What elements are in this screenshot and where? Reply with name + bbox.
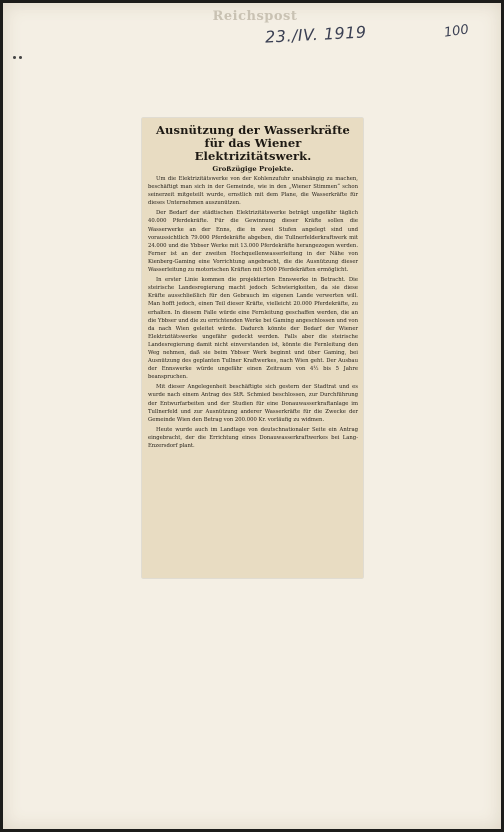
punch-hole	[13, 56, 16, 59]
handwritten-number: 100	[443, 22, 470, 41]
newspaper-clipping	[142, 118, 363, 578]
article-subheading: Großzügige Projekte.	[212, 165, 294, 173]
newspaper-stamp: Reichspost	[212, 9, 298, 24]
article-headline: Ausnützung der Wasserkräfte für das Wiener Elektrizitätswerk.	[156, 123, 350, 163]
article-paragraph: In erster Linie kommen die projektierten Ennswerke in Betracht. Die steirische Landesregierung macht jedoch Schwierigkeiten, da sie diese Kräfte ausschließlich für den Gebrauch im eigenen Lande verwerten will. Man hofft jedoch, einen Teil dieser Kräfte, vielleicht 20.000 Pferdekräfte, zu erhalten. In diesem Falle würde eine Fernleitung geschaffen werden, die an die Ybbser und die zu errichtenden Werke bei Gaming angeschlossen und von da nach Wien geleitet würde. Dadurch könnte der Bedarf der Wiener Elektrizitätswerke ungefähr gedeckt werden. Falls aber die steirische Landesregierung damit nicht einverstanden ist, könnte die Fernleitung den Weg nehmen, daß sie beim Ybbser Werk beginnt und über Gaming, bei Ausnützung des geplanten Tullner Kraftwerkes, nach Wien geht. Der Ausbau der Ennswerke würde ungefähr einen Zeitraum von 4½ bis 5 Jahre beanspruchen.	[148, 277, 358, 381]
article-paragraph: Mit dieser Angelegenheit beschäftigte sich gestern der Stadtrat und es wurde nach einem Antrag des StR. Schmied beschlossen, zur Durchführung der Entwurfarbeiten und der Studien für eine Donauwasserkraftanlage im Tullnerfeld und zur Ausnützung anderer Wasserkräfte für die Zwecke der Gemeinde Wien den Betrag von 200.000 Kr. vorläufig zu widmen.	[148, 384, 358, 423]
article-paragraph: Heute wurde auch im Landtage von deutschnationaler Seite ein Antrag eingebracht, der die Errichtung eines Donauwasserkraftwerkes bei Lang-Enzersdorf plant.	[148, 426, 358, 449]
punch-holes	[13, 44, 25, 63]
punch-hole	[19, 56, 22, 59]
article-paragraph: Um die Elektrizitätswerke von der Kohlenzufuhr unabhängig zu machen, beschäftigt man sich in der Gemeinde, wie in den „Wiener Stimmen“ schon seinerzeit mitgeteilt wurde, ernstlich mit dem Plane, die Wasserkräfte für dieses Unternehmen auszunützen.	[148, 176, 358, 207]
article-paragraph: Der Bedarf der städtischen Elektrizitätswerke beträgt ungefähr täglich 40.000 Pferdekräfte. Für die Gewinnung dieser Kräfte sollen die Wasserwerke an der Enns, die in zwei Stufen angelegt sind und voraussichtlich 79.000 Pferdekräfte abgeben, die Tullnerfelderkraftwerk mit 24.000 und die Ybbser Werke mit 13.000 Pferdekräfte herangezogen werden. Ferner ist an der zweiten Hochquellenwasserleitung in der Nähe von Kienberg-Gaming eine Vorrichtung angebracht, die die Ausnützung dieser Wasserleitung zu motorischen Kräften mit 5000 Pferdekräften ermöglicht.	[148, 210, 358, 274]
handwritten-date: 23./IV. 1919	[264, 22, 367, 47]
archive-sheet	[3, 3, 501, 829]
